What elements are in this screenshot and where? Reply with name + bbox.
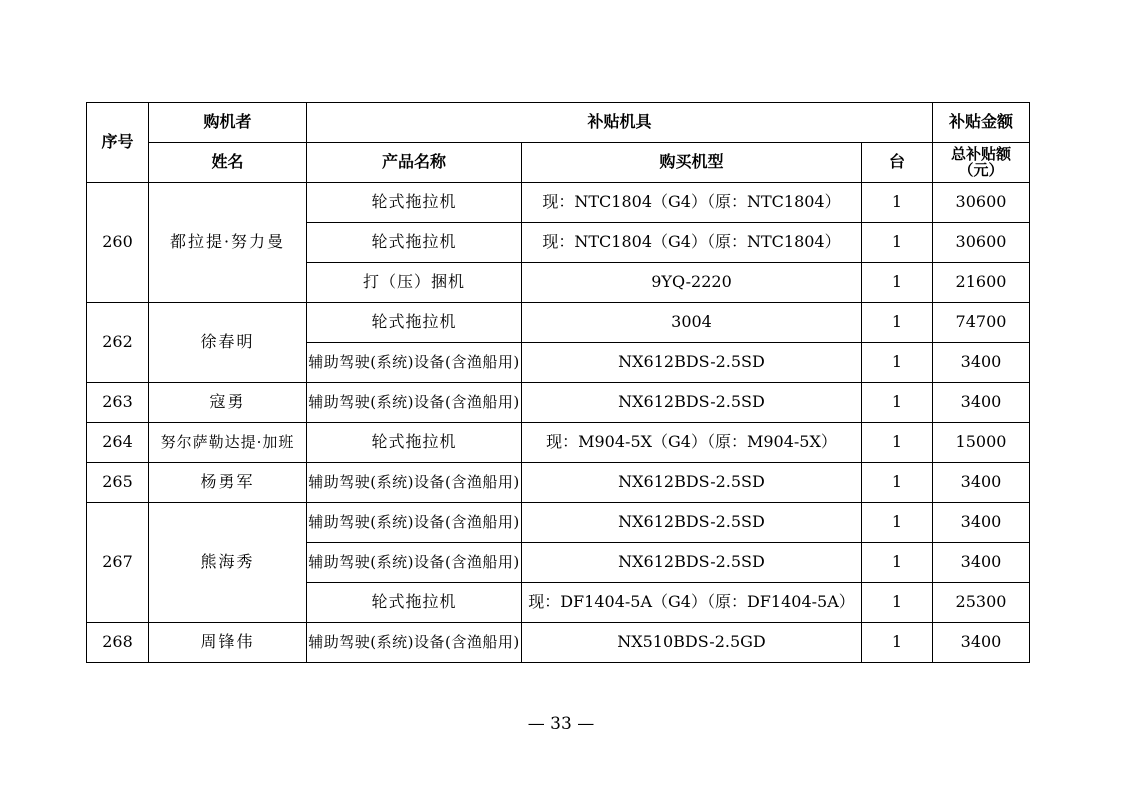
model-cell: NX612BDS-2.5SD: [522, 503, 862, 543]
header-product: 产品名称: [307, 143, 522, 183]
product-cell: 辅助驾驶(系统)设备(含渔船用): [307, 343, 522, 383]
seq-cell: 260: [87, 183, 149, 303]
product-cell: 轮式拖拉机: [307, 423, 522, 463]
product-cell: 辅助驾驶(系统)设备(含渔船用): [307, 383, 522, 423]
qty-cell: 1: [862, 583, 933, 623]
qty-cell: 1: [862, 183, 933, 223]
seq-cell: 268: [87, 623, 149, 663]
buyer-name-cell: 杨勇军: [149, 463, 307, 503]
amount-cell: 15000: [933, 423, 1030, 463]
header-buyer: 购机者: [149, 103, 307, 143]
buyer-name-cell: 寇勇: [149, 383, 307, 423]
product-cell: 辅助驾驶(系统)设备(含渔船用): [307, 623, 522, 663]
product-cell: 轮式拖拉机: [307, 303, 522, 343]
header-qty: 台: [862, 143, 933, 183]
model-cell: 现：NTC1804（G4）（原：NTC1804）: [522, 183, 862, 223]
qty-cell: 1: [862, 263, 933, 303]
product-cell: 辅助驾驶(系统)设备(含渔船用): [307, 503, 522, 543]
model-cell: NX510BDS-2.5GD: [522, 623, 862, 663]
model-cell: 9YQ-2220: [522, 263, 862, 303]
qty-cell: 1: [862, 463, 933, 503]
product-cell: 轮式拖拉机: [307, 583, 522, 623]
amount-cell: 3400: [933, 383, 1030, 423]
table-row: [87, 463, 1030, 503]
subsidy-table: [86, 102, 1030, 663]
seq-cell: 264: [87, 423, 149, 463]
seq-cell: 263: [87, 383, 149, 423]
header-name: 姓名: [149, 143, 307, 183]
product-cell: 辅助驾驶(系统)设备(含渔船用): [307, 463, 522, 503]
seq-cell: 267: [87, 503, 149, 623]
qty-cell: 1: [862, 623, 933, 663]
header-amount: 补贴金额: [933, 103, 1030, 143]
model-cell: 现：NTC1804（G4）（原：NTC1804）: [522, 223, 862, 263]
table-row: [87, 503, 1030, 543]
buyer-name-cell: 都拉提·努力曼: [149, 183, 307, 303]
amount-cell: 30600: [933, 223, 1030, 263]
qty-cell: 1: [862, 343, 933, 383]
amount-cell: 3400: [933, 343, 1030, 383]
header-row-2: [87, 143, 1030, 183]
seq-cell: 262: [87, 303, 149, 383]
qty-cell: 1: [862, 383, 933, 423]
amount-cell: 3400: [933, 543, 1030, 583]
model-cell: NX612BDS-2.5SD: [522, 543, 862, 583]
page-number: — 33 —: [527, 714, 595, 734]
model-cell: 现：M904-5X（G4）（原：M904-5X）: [522, 423, 862, 463]
amount-cell: 25300: [933, 583, 1030, 623]
product-cell: 轮式拖拉机: [307, 223, 522, 263]
table-row: [87, 423, 1030, 463]
model-cell: 3004: [522, 303, 862, 343]
qty-cell: 1: [862, 423, 933, 463]
amount-cell: 30600: [933, 183, 1030, 223]
amount-cell: 21600: [933, 263, 1030, 303]
model-cell: 现：DF1404-5A（G4）（原：DF1404-5A）: [522, 583, 862, 623]
table-row: [87, 623, 1030, 663]
buyer-name-cell: 周锋伟: [149, 623, 307, 663]
table-row: [87, 183, 1030, 223]
header-row-1: [87, 103, 1030, 143]
qty-cell: 1: [862, 223, 933, 263]
header-seq: 序号: [87, 103, 149, 183]
seq-cell: 265: [87, 463, 149, 503]
buyer-name-cell: 努尔萨勒达提·加班: [149, 423, 307, 463]
qty-cell: 1: [862, 543, 933, 583]
product-cell: 打（压）捆机: [307, 263, 522, 303]
amount-cell: 3400: [933, 503, 1030, 543]
header-tool: 补贴机具: [307, 103, 933, 143]
amount-cell: 74700: [933, 303, 1030, 343]
qty-cell: 1: [862, 503, 933, 543]
model-cell: NX612BDS-2.5SD: [522, 343, 862, 383]
buyer-name-cell: 熊海秀: [149, 503, 307, 623]
buyer-name-cell: 徐春明: [149, 303, 307, 383]
model-cell: NX612BDS-2.5SD: [522, 383, 862, 423]
qty-cell: 1: [862, 303, 933, 343]
table-row: [87, 383, 1030, 423]
header-total: 总补贴额（元）: [933, 143, 1030, 183]
table-row: [87, 303, 1030, 343]
header-model: 购买机型: [522, 143, 862, 183]
amount-cell: 3400: [933, 463, 1030, 503]
product-cell: 辅助驾驶(系统)设备(含渔船用): [307, 543, 522, 583]
product-cell: 轮式拖拉机: [307, 183, 522, 223]
amount-cell: 3400: [933, 623, 1030, 663]
model-cell: NX612BDS-2.5SD: [522, 463, 862, 503]
